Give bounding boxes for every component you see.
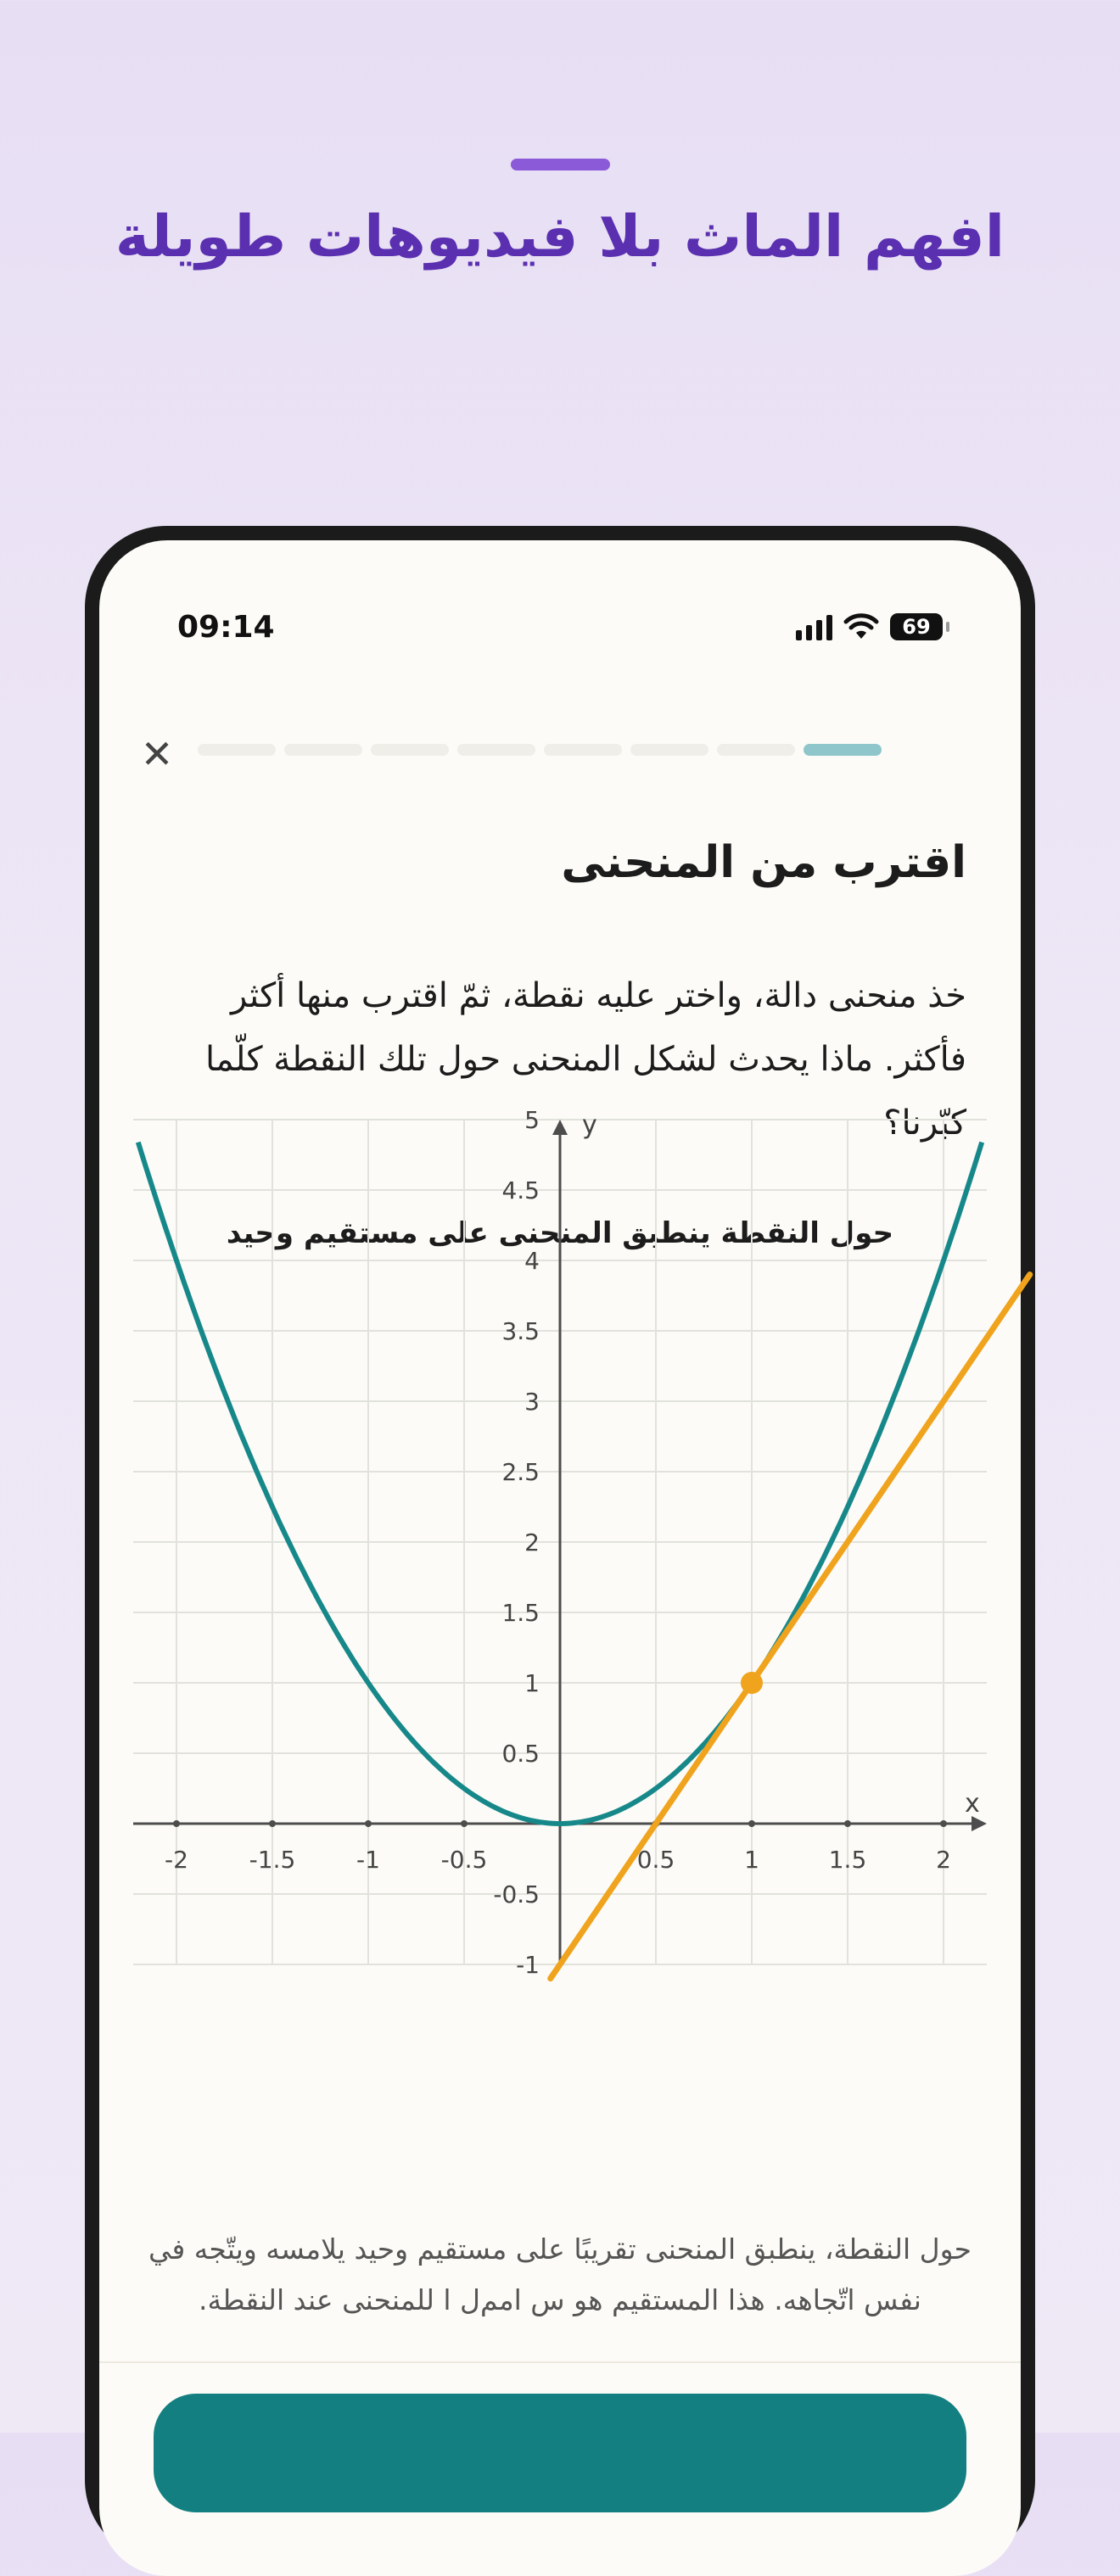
progress-segment [371, 744, 449, 756]
x-tick-mark [844, 1820, 851, 1827]
y-tick-label: -1 [516, 1951, 540, 1979]
x-tick-mark [748, 1820, 755, 1827]
y-tick-label: 5 [524, 1106, 540, 1134]
lesson-progress [198, 744, 882, 756]
status-time: 09:14 [177, 610, 275, 645]
y-tick-label: 3 [524, 1388, 540, 1416]
y-tick-label: 2 [524, 1528, 540, 1556]
tangent-line-series [551, 1275, 1030, 1979]
lesson-title: اقترب من المنحنى [561, 837, 966, 888]
graph-caption: حول النقطة، ينطبق المنحنى تقريبًا على مستقيم وحيد يلامسه ويتّجه في نفس اتّجاهه. هذا المستقيم هو س امم‌ل ا للمنحنى عند النقطة. [148, 2232, 972, 2316]
x-tick-label: 1.5 [828, 1846, 867, 1874]
y-tick-label: 1 [524, 1669, 540, 1697]
x-tick-label: -0.5 [440, 1846, 488, 1874]
x-tick-label: 2 [936, 1846, 951, 1874]
progress-segment [284, 744, 362, 756]
y-tick-label: -0.5 [493, 1880, 540, 1908]
x-tick-mark [461, 1820, 468, 1827]
y-tick-label: 4.5 [501, 1176, 540, 1204]
x-tick-mark [173, 1820, 180, 1827]
close-icon: ✕ [140, 731, 174, 777]
close-button[interactable] [132, 729, 182, 780]
progress-segment [804, 744, 882, 756]
battery-icon [890, 613, 943, 640]
y-tick-label: 1.5 [501, 1599, 540, 1627]
phone-frame [85, 526, 1035, 2562]
continue-button[interactable] [154, 2394, 966, 2512]
x-axis-label: x [965, 1789, 980, 1819]
phone-screen [99, 540, 1021, 2576]
x-tick-mark [940, 1820, 947, 1827]
x-tick-mark [365, 1820, 372, 1827]
battery-level: 69 [902, 615, 931, 639]
y-tick-label: 0.5 [501, 1740, 540, 1768]
signal-icon [796, 613, 832, 640]
progress-segment [198, 744, 276, 756]
hero-accent-bar [511, 159, 610, 170]
wifi-icon [844, 613, 878, 640]
lesson-body: خذ منحنى دالة، واختر عليه نقطة، ثمّ اقترب منها أكثر فأكثر. ماذا يحدث لشكل المنحنى حول تلك النقطة كلّما كبّرنا؟ [204, 976, 966, 1143]
hero-title: افهم الماث بلا فيديوهات طويلة [115, 204, 1005, 271]
progress-segment [544, 744, 622, 756]
progress-segment [630, 744, 708, 756]
x-tick-label: -1 [356, 1846, 380, 1874]
x-tick-label: 0.5 [636, 1846, 675, 1874]
y-tick-label: 3.5 [501, 1317, 540, 1345]
y-tick-label: 2.5 [501, 1458, 540, 1486]
tangent-point [741, 1672, 763, 1694]
progress-segment [457, 744, 535, 756]
y-tick-label: 4 [524, 1247, 540, 1275]
status-icons [796, 610, 943, 644]
progress-segment [717, 744, 795, 756]
x-tick-mark [269, 1820, 276, 1827]
x-tick-label: -2 [165, 1846, 188, 1874]
x-tick-label: -1.5 [249, 1846, 296, 1874]
graph-title: حول النقطة ينطبق المنحنى على مستقيم وحيد [226, 1216, 894, 1250]
y-axis-label: y [582, 1110, 597, 1140]
footer-divider [99, 2361, 1021, 2363]
x-tick-label: 1 [744, 1846, 759, 1874]
